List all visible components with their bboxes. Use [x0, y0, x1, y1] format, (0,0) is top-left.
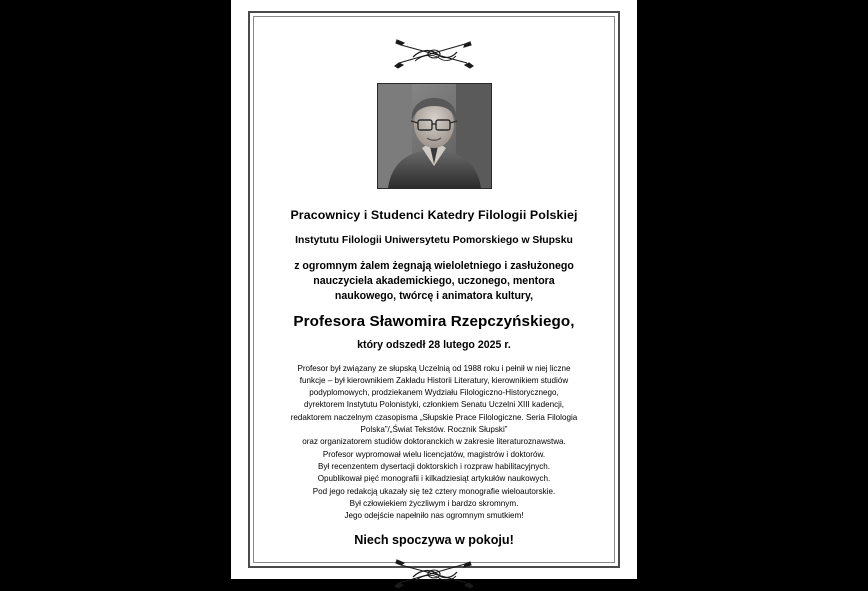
obituary-sheet [231, 0, 637, 579]
tribute-line-1: z ogromnym żalem żegnają wieloletniego i zasłużonego [294, 259, 574, 272]
bio-line-3: podyplomowych, prodziekanem Wydziału Filologiczno-Historycznego, [309, 388, 559, 398]
bio-line-7: oraz organizatorem studiów doktoranckich w zakresie literaturoznawstwa. [302, 437, 566, 447]
bio-line-13: Jego odejście napełniło nas ogromnym smutkiem! [344, 511, 524, 521]
headline-primary: Pracownicy i Studenci Katedry Filologii Polskiej [290, 208, 578, 222]
headline-tribute [268, 259, 600, 305]
bio-line-8: Profesor wypromował wielu licencjatów, magistrów i doktorów. [322, 449, 546, 459]
biography-text [268, 363, 600, 523]
bio-line-2: funkcje – był kierownikiem Zakładu Historii Literatury, kierownikiem studiów [299, 375, 569, 385]
decorative-border [248, 11, 620, 568]
tribute-line-3: naukowego, twórcę i animatora kultury, [334, 290, 534, 303]
crossed-torch-ribbon-ornament-bottom [391, 557, 477, 591]
bio-line-12: Był człowiekiem życzliwym i bardzo skromnym. [349, 498, 519, 508]
bio-line-1: Profesor był związany ze słupską Uczelnią od 1988 roku i pełnił w niej liczne [297, 363, 571, 373]
portrait-frame [377, 83, 492, 189]
bio-line-9: Był recenzentem dysertacji doktorskich i rozpraw habilitacyjnych. [317, 461, 551, 471]
bio-line-5: redaktorem naczelnym czasopisma „Słupskie Prace Filologiczne. Seria Filologia [290, 412, 578, 422]
closing-line: Niech spoczywa w pokoju! [354, 533, 514, 548]
notice-content [250, 13, 618, 566]
bio-line-10: Opublikował pięć monografii i kilkadziesiąt artykułów naukowych. [317, 474, 551, 484]
bio-line-11: Pod jego redakcją ukazały się też cztery monografie wieloautorskie. [312, 486, 556, 496]
death-date-line: który odszedł 28 lutego 2025 r. [357, 338, 511, 351]
bio-line-6: Polska”/„Świat Tekstów. Rocznik Słupski” [360, 425, 508, 435]
deceased-name: Profesora Sławomira Rzepczyńskiego, [293, 312, 575, 330]
tribute-line-2: nauczyciela akademickiego, uczonego, mentora [313, 274, 555, 287]
headline-institute: Instytutu Filologii Uniwersytetu Pomorskiego w Słupsku [295, 234, 573, 246]
portrait-photo [378, 84, 491, 188]
headline-block [268, 208, 600, 351]
crossed-torch-ribbon-ornament [391, 37, 477, 71]
bio-line-4: dyrektorem Instytutu Polonistyki, członkiem Senatu Uczelni XIII kadencji, [303, 400, 564, 410]
